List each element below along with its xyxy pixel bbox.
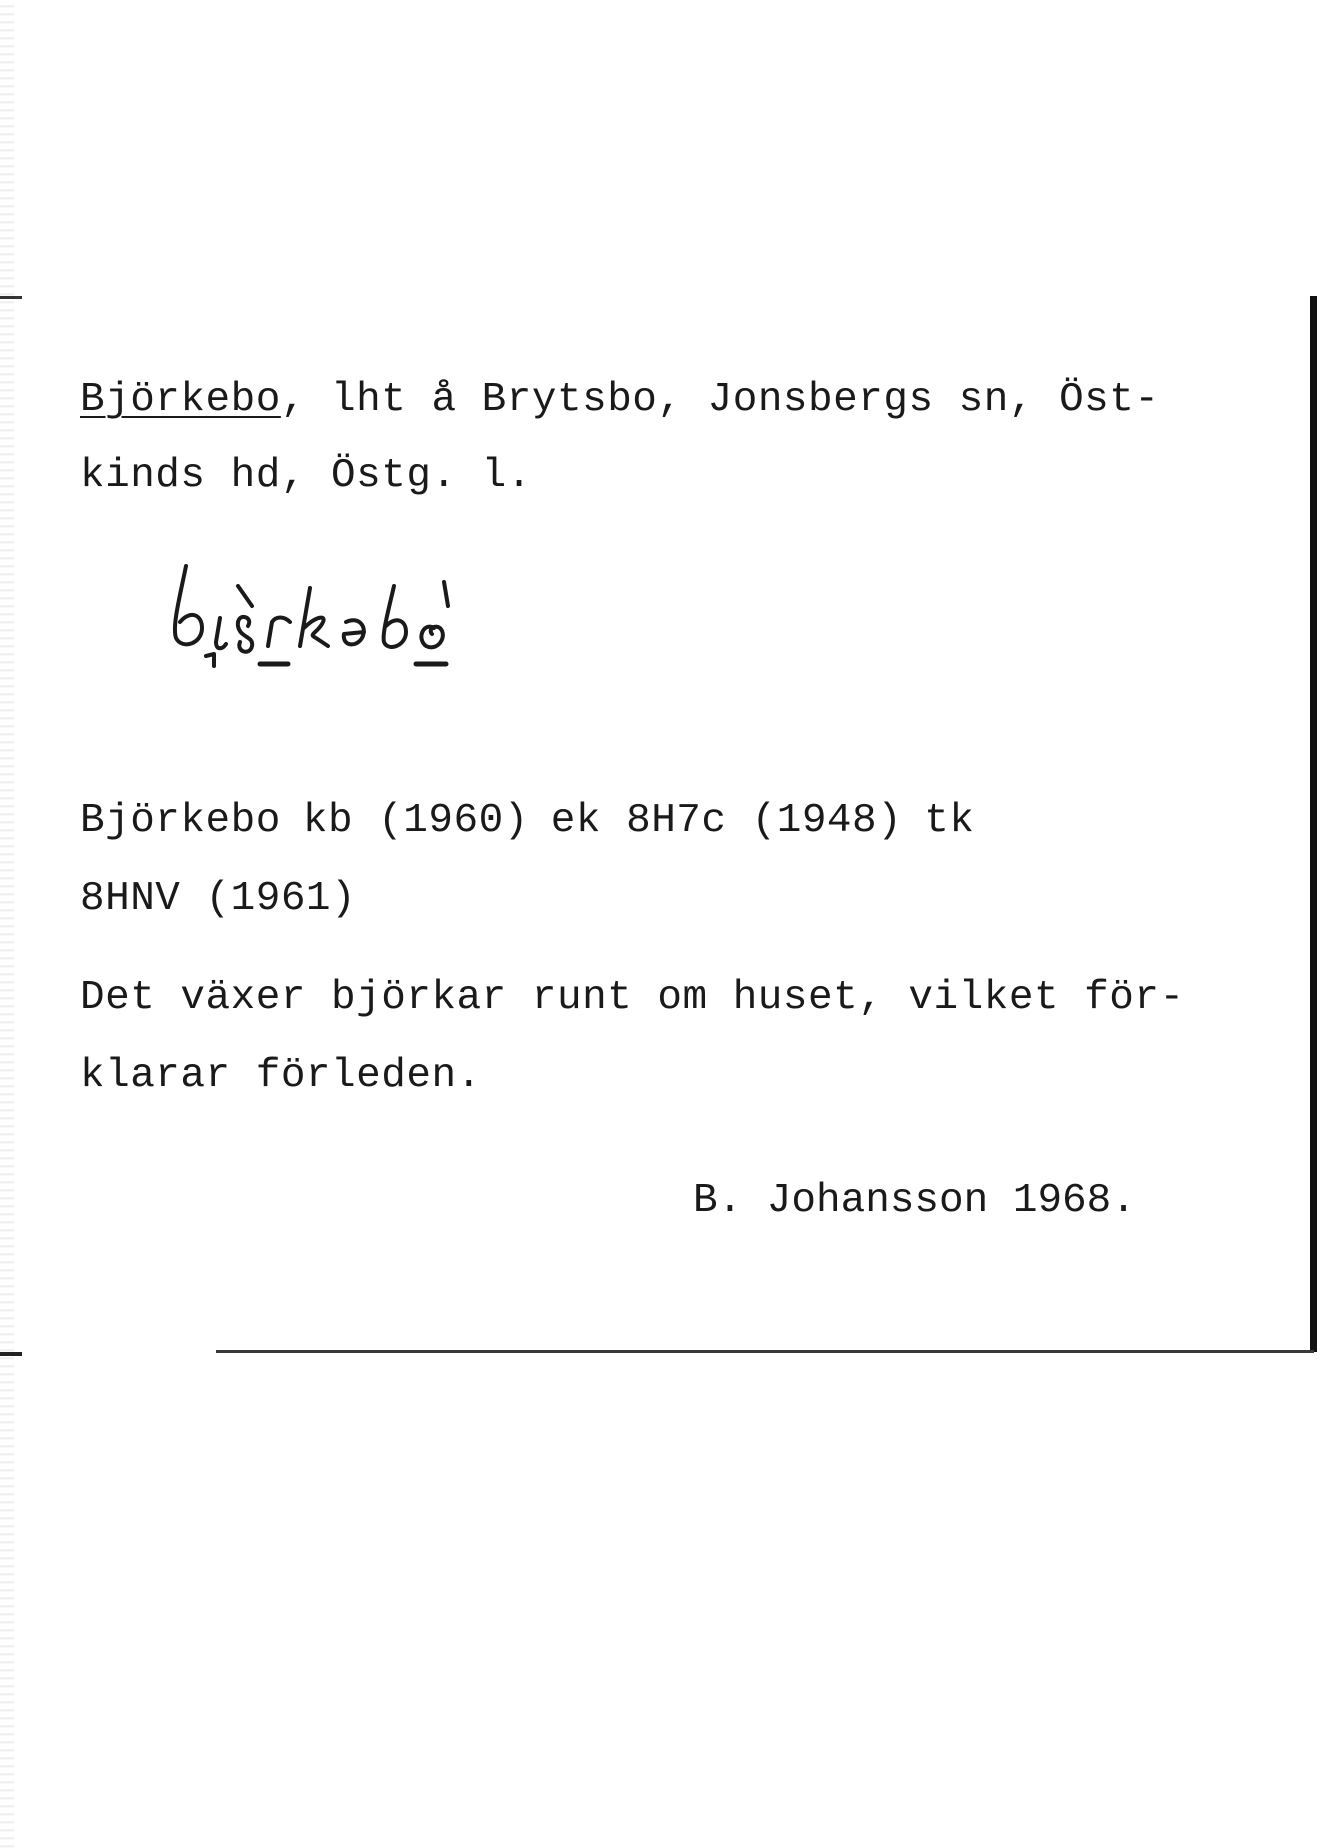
entry-heading-line: [80, 377, 1160, 423]
phonetic-glyph-b1: [175, 566, 202, 644]
grave-accent: [238, 586, 252, 606]
note-line-1: Det växer björkar runt om huset, vilket för-: [80, 975, 1185, 1021]
note-line-2: klarar förleden.: [80, 1053, 482, 1099]
card-corner-mark-top: [0, 296, 22, 299]
phonetic-glyph-schwa: [344, 620, 364, 644]
source-kb: kb (1960): [302, 798, 529, 844]
card-bottom-border: [216, 1350, 1314, 1353]
index-card: [26, 296, 1309, 1356]
location-text: , lht å Brytsbo, Jonsbergs sn, Öst-: [280, 377, 1160, 423]
card-right-border: [1310, 296, 1317, 1352]
card-corner-mark-bottom: [0, 1352, 22, 1356]
location-continuation: kinds hd, Östg. l.: [80, 453, 532, 499]
signature: B. Johansson 1968.: [693, 1178, 1136, 1224]
sources-line: [80, 798, 975, 844]
phonetic-glyph-i: [216, 618, 226, 648]
phonetic-glyph-e: [238, 617, 252, 652]
headword: Björkebo: [80, 377, 281, 423]
sources-name: Björkebo: [80, 798, 281, 844]
phonetic-glyph-r: [268, 618, 290, 647]
acute-accent: [444, 582, 448, 606]
source-tk: tk: [924, 798, 975, 844]
phonetic-transcription: [156, 526, 556, 676]
phonetic-glyph-o: [421, 627, 442, 648]
sources-continuation: 8HNV (1961): [80, 876, 357, 922]
source-ek: ek 8H7c (1948): [550, 798, 903, 844]
phonetic-glyph-b2: [384, 586, 406, 647]
scan-edge: [0, 0, 14, 1848]
phonetic-hook: [206, 654, 214, 666]
phonetic-glyph-k: [300, 588, 328, 646]
